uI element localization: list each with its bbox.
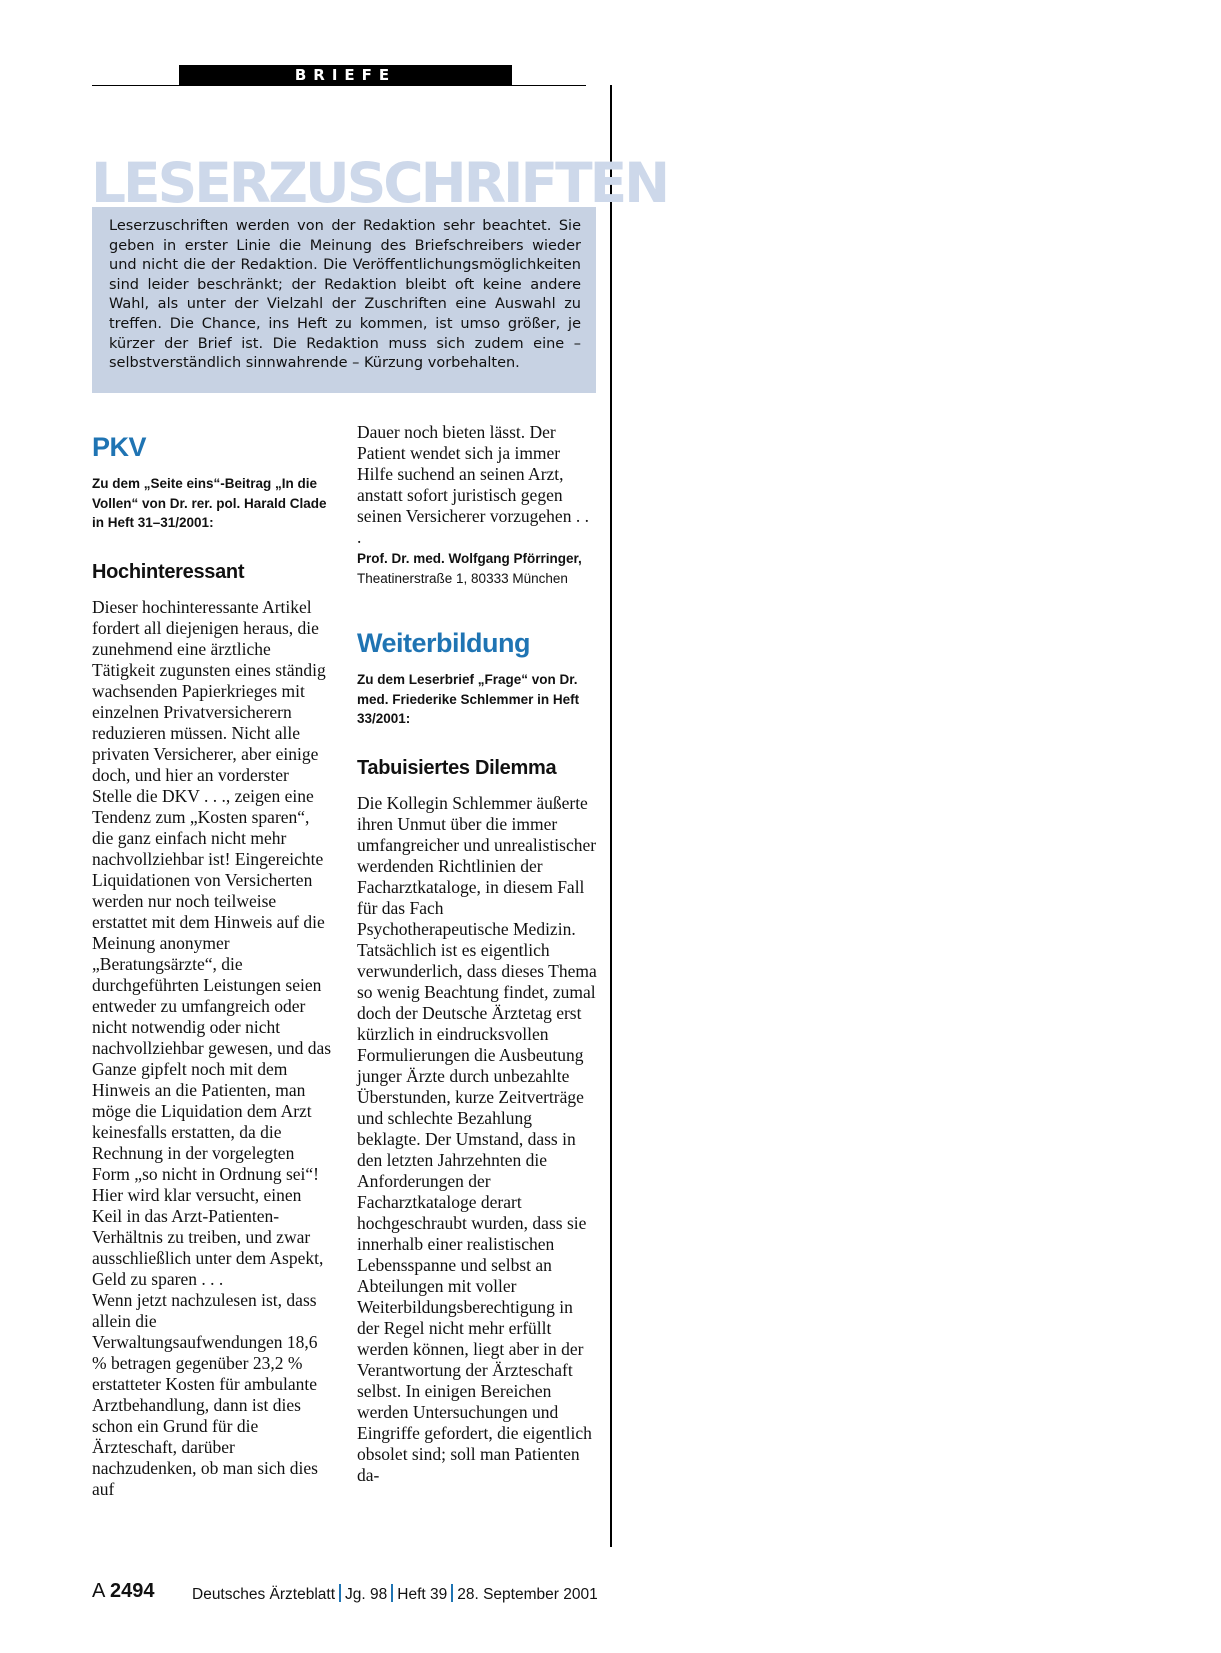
letter1-author xyxy=(357,549,597,569)
page-title: LESERZUSCHRIFTEN xyxy=(91,151,668,215)
intro-text: Leserzuschriften werden von der Redaktion sehr beachtet. Sie geben in erster Linie die Meinung des Briefschreibers wieder und nicht die der Redaktion. Die Veröffentlichungsmöglichkeiten sind leider beschränkt; der Redaktion bleibt oft keine andere Wahl, als unter der Vielzahl der Zuschriften eine Auswahl zu treffen. Die Chance, ins Heft zu kommen, ist umso größer, je kürzer der Brief ist. Die Redaktion muss sich zudem eine – selbstverständlich sinnwahrende – Kürzung vorbehalten. xyxy=(109,218,581,372)
footer-journal-line xyxy=(192,1584,598,1604)
column-divider xyxy=(610,85,612,1547)
journal-issue: Heft 39 xyxy=(397,1586,448,1603)
section-label: BRIEFE xyxy=(179,65,512,86)
page-footer xyxy=(92,1580,612,1610)
journal-date: 28. September 2001 xyxy=(457,1586,598,1603)
column-left xyxy=(92,430,332,1500)
letter1-body-continued: Dauer noch bieten lässt. Der Patient wendet sich ja immer Hilfe suchend an seinen Arzt, anstatt sofort juristisch gegen seinen Versicherer vorzugehen . . . xyxy=(357,422,589,547)
letter1-body-part1: Dieser hochinteressante Artikel fordert all diejenigen heraus, die zunehmend eine ärztliche Tätigkeit zugunsten eines ständig wachsenden Papierkrieges mit einzelnen Privatversicherern reduzieren müssen. Nicht alle privaten Versicherer, aber einige doch, und hier an vorderster Stelle die DKV . . ., zeigen eine Tendenz zum „Kosten sparen“, die ganz einfach nicht mehr nachvollziehbar ist! Eingereichte Liquidationen von Versicherten werden nur noch teilweise erstattet mit dem Hinweis auf die Meinung anonymer „Beratungsärzte“, die durchgeführten Leistungen seien entweder zu umfangreich oder nicht notwendig oder nicht nachvollziehbar gewesen, und das Ganze gipfelt noch mit dem Hinweis an die Patienten, man möge die Liquidation dem Arzt keinesfalls erstatten, da die Rechnung in der vorgelegten Form „so nicht in Ordnung sei“! Hier wird klar versucht, einen Keil in das Arzt-Patienten-Verhältnis zu treiben, und zwar ausschließlich unter dem Aspekt, Geld zu sparen . . . xyxy=(92,596,332,1289)
footer-separator xyxy=(451,1584,453,1602)
letter1-reference: Zu dem „Seite eins“-Beitrag „In die Vollen“ von Dr. rer. pol. Harald Clade in Heft 31–31/2001: xyxy=(92,476,327,530)
letter2-headline: Tabuisiertes Dilemma xyxy=(357,756,557,779)
letter1-topic: PKV xyxy=(92,432,147,462)
letter1-body-part2: Wenn jetzt nachzulesen ist, dass allein die Verwaltungsaufwendungen 18,6 % betragen gegenüber 23,2 % erstatteter Kosten für ambulante Arztbehandlung, dann ist dies schon ein Grund für die Ärzteschaft, darüber nachzudenken, ob man sich dies auf xyxy=(92,1289,318,1499)
column-right xyxy=(357,422,597,1486)
journal-volume: Jg. 98 xyxy=(345,1586,388,1603)
letter1-author-address: Theatinerstraße 1, 80333 München xyxy=(357,570,568,586)
footer-separator xyxy=(391,1584,393,1602)
letter2-topic: Weiterbildung xyxy=(357,628,530,658)
page-prefix: A xyxy=(92,1580,106,1602)
footer-separator xyxy=(339,1584,341,1602)
page-number: 2494 xyxy=(110,1580,155,1602)
journal-name: Deutsches Ärzteblatt xyxy=(192,1586,336,1603)
letter1-headline: Hochinteressant xyxy=(92,560,245,583)
letter1-author-name: Prof. Dr. med. Wolfgang Pförringer, xyxy=(357,551,582,566)
letter2-reference: Zu dem Leserbrief „Frage“ von Dr. med. Friederike Schlemmer in Heft 33/2001: xyxy=(357,672,580,726)
letter2-body: Die Kollegin Schlemmer äußerte ihren Unmut über die immer umfangreicher und unrealistischer werdenden Richtlinien der Facharztkataloge, in diesem Fall für das Fach Psychotherapeutische Medizin. Tatsächlich ist es eigentlich verwunderlich, dass dieses Thema so wenig Beachtung findet, zumal doch der Deutsche Ärztetag erst kürzlich in eindrucksvollen Formulierungen die Ausbeutung junger Ärzte durch unbezahlte Überstunden, kurze Zeitverträge und schlechte Bezahlung beklagte. Der Umstand, dass in den letzten Jahrzehnten die Anforderungen der Facharztkataloge derart hochgeschraubt wurden, dass sie innerhalb einer realistischen Lebensspanne und selbst an Abteilungen mit voller Weiterbildungsberechtigung in der Regel nicht mehr erfüllt werden können, liegt aber in der Verantwortung der Ärzteschaft selbst. In einigen Bereichen werden Untersuchungen und Eingriffe gefordert, die eigentlich obsolet sind; soll man Patienten da- xyxy=(357,792,597,1485)
